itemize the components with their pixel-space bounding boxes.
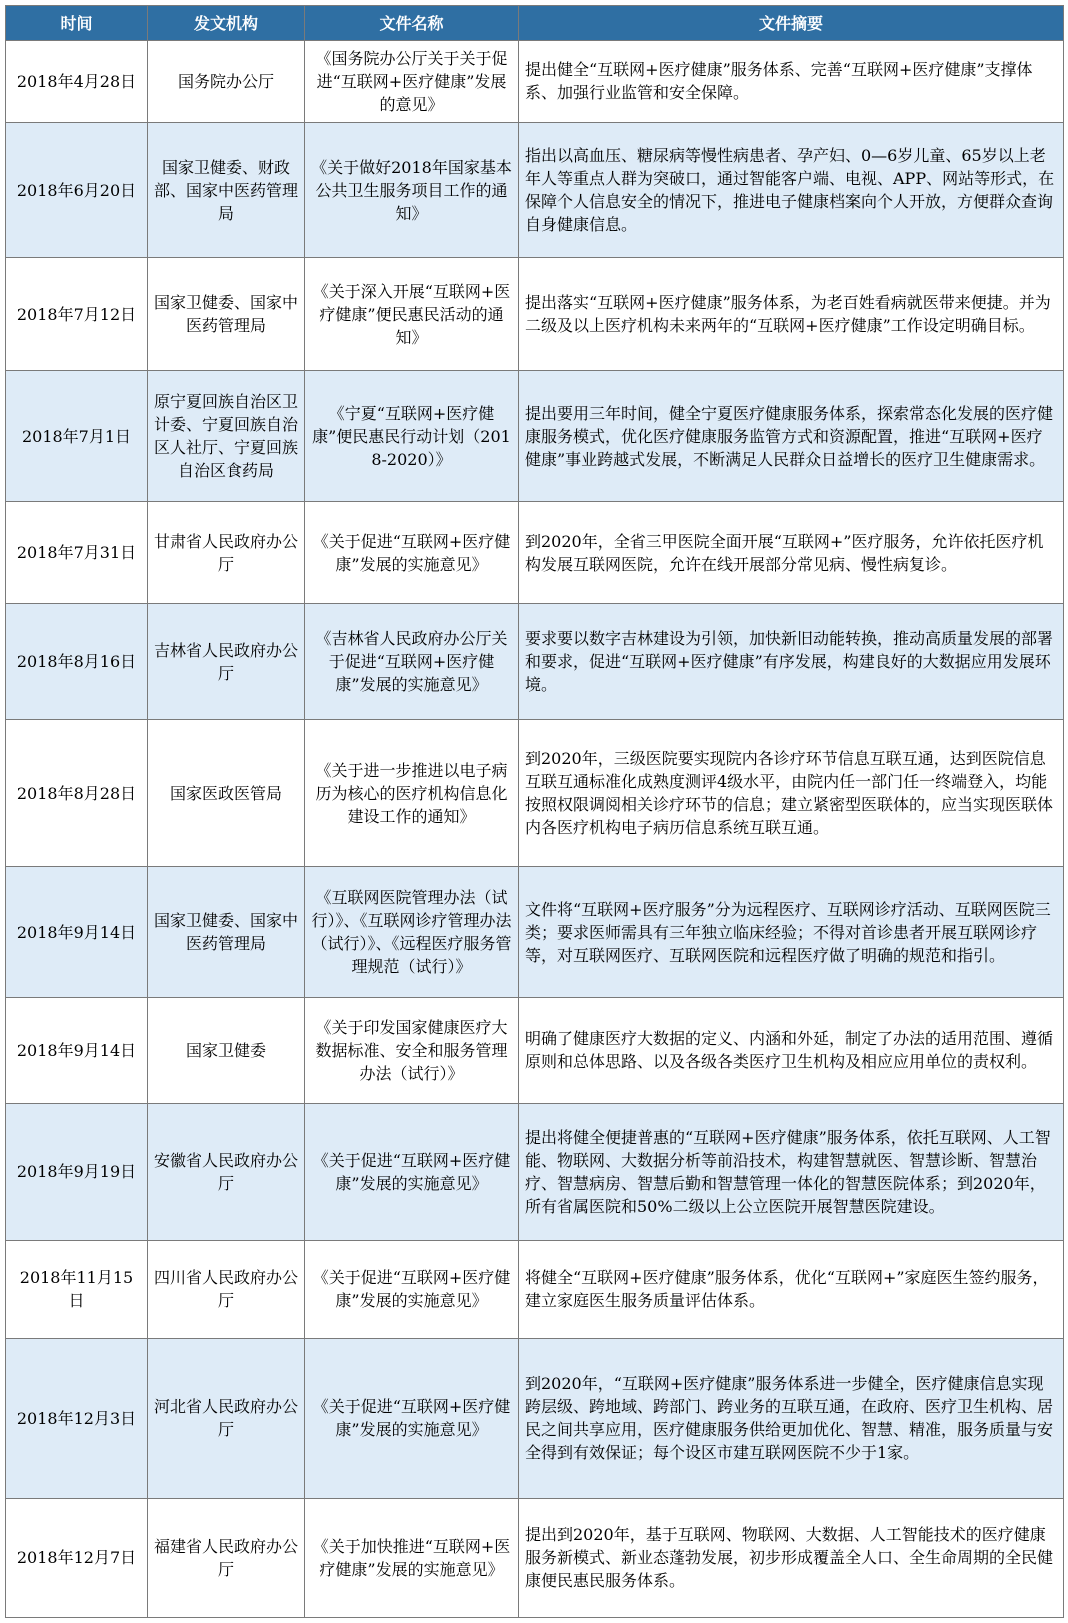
table-row [6, 604, 1064, 719]
cell-date: 2018年8月16日 [6, 604, 148, 719]
cell-summary: 到2020年，三级医院要实现院内各诊疗环节信息互联互通，达到医院信息互联互通标准化成熟度测评4级水平，由院内任一部门任一终端登入，均能按照权限调阅相关诊疗环节的信息；建立紧密型医联体的，应当实现医联体内各医疗机构电子病历信息系统互联互通。 [519, 719, 1064, 867]
table-row [6, 122, 1064, 258]
cell-summary: 提出将健全便捷普惠的“互联网+医疗健康”服务体系，依托互联网、人工智能、物联网、大数据分析等前沿技术，构建智慧就医、智慧诊断、智慧治疗、智慧病房、智慧后勤和智慧管理一体化的智慧医院体系；到2020年，所有省属医院和50%二级以上公立医院开展智慧医院建设。 [519, 1104, 1064, 1241]
cell-doc: 《关于促进“互联网+医疗健康”发展的实施意见》 [305, 1240, 519, 1338]
table-row [6, 1240, 1064, 1338]
table-row [6, 1338, 1064, 1498]
cell-doc: 《关于加快推进“互联网+医疗健康”发展的实施意见》 [305, 1498, 519, 1617]
cell-org: 安徽省人民政府办公厅 [148, 1104, 305, 1241]
cell-date: 2018年6月20日 [6, 122, 148, 258]
cell-org: 国家卫健委、财政部、国家中医药管理局 [148, 122, 305, 258]
cell-org: 甘肃省人民政府办公厅 [148, 502, 305, 604]
cell-org: 四川省人民政府办公厅 [148, 1240, 305, 1338]
cell-date: 2018年12月7日 [6, 1498, 148, 1617]
cell-summary: 提出健全“互联网+医疗健康”服务体系、完善“互联网+医疗健康”支撑体系、加强行业监管和安全保障。 [519, 41, 1064, 123]
cell-doc: 《国务院办公厅关于关于促进“互联网+医疗健康”发展的意见》 [305, 41, 519, 123]
cell-doc: 《关于进一步推进以电子病历为核心的医疗机构信息化建设工作的通知》 [305, 719, 519, 867]
cell-date: 2018年7月12日 [6, 258, 148, 370]
cell-date: 2018年9月19日 [6, 1104, 148, 1241]
table-row [6, 41, 1064, 123]
header-row [6, 6, 1064, 41]
table-row [6, 258, 1064, 370]
cell-org: 吉林省人民政府办公厅 [148, 604, 305, 719]
cell-org: 福建省人民政府办公厅 [148, 1498, 305, 1617]
cell-summary: 提出到2020年，基于互联网、物联网、大数据、人工智能技术的医疗健康服务新模式、新业态蓬勃发展，初步形成覆盖全人口、全生命周期的全民健康便民惠民服务体系。 [519, 1498, 1064, 1617]
cell-date: 2018年7月31日 [6, 502, 148, 604]
cell-date: 2018年4月28日 [6, 41, 148, 123]
table-row [6, 1498, 1064, 1617]
table-row [6, 502, 1064, 604]
cell-date: 2018年9月14日 [6, 997, 148, 1103]
cell-doc: 《关于促进“互联网+医疗健康”发展的实施意见》 [305, 502, 519, 604]
table-row [6, 1104, 1064, 1241]
cell-date: 2018年7月1日 [6, 370, 148, 502]
cell-doc: 《互联网医院管理办法（试行）》、《互联网诊疗管理办法（试行）》、《远程医疗服务管理规范（试行）》 [305, 867, 519, 997]
cell-summary: 提出落实“互联网+医疗健康”服务体系，为老百姓看病就医带来便捷。并为二级及以上医疗机构未来两年的“互联网+医疗健康”工作设定明确目标。 [519, 258, 1064, 370]
cell-doc: 《关于深入开展“互联网+医疗健康”便民惠民活动的通知》 [305, 258, 519, 370]
cell-summary: 明确了健康医疗大数据的定义、内涵和外延，制定了办法的适用范围、遵循原则和总体思路、以及各级各类医疗卫生机构及相应应用单位的责权利。 [519, 997, 1064, 1103]
cell-org: 国家医政医管局 [148, 719, 305, 867]
cell-doc: 《关于促进“互联网+医疗健康”发展的实施意见》 [305, 1104, 519, 1241]
cell-summary: 要求要以数字吉林建设为引领，加快新旧动能转换，推动高质量发展的部署和要求，促进“互联网+医疗健康”有序发展，构建良好的大数据应用发展环境。 [519, 604, 1064, 719]
cell-summary: 到2020年，“互联网+医疗健康”服务体系进一步健全，医疗健康信息实现跨层级、跨地域、跨部门、跨业务的互联互通，在政府、医疗卫生机构、居民之间共享应用，医疗健康服务供给更加优化、智慧、精准，服务质量与安全得到有效保证；每个设区市建互联网医院不少于1家。 [519, 1338, 1064, 1498]
cell-org: 国家卫健委 [148, 997, 305, 1103]
cell-org: 国务院办公厅 [148, 41, 305, 123]
cell-date: 2018年9月14日 [6, 867, 148, 997]
cell-doc: 《关于印发国家健康医疗大数据标准、安全和服务管理办法（试行）》 [305, 997, 519, 1103]
cell-summary: 指出以高血压、糖尿病等慢性病患者、孕产妇、0—6岁儿童、65岁以上老年人等重点人群为突破口，通过智能客户端、电视、APP、网站等形式，在保障个人信息安全的情况下，推进电子健康档案向个人开放，方便群众查询自身健康信息。 [519, 122, 1064, 258]
table-row [6, 867, 1064, 997]
cell-summary: 提出要用三年时间，健全宁夏医疗健康服务体系，探索常态化发展的医疗健康服务模式，优化医疗健康服务监管方式和资源配置，推进“互联网+医疗健康”事业跨越式发展，不断满足人民群众日益增长的医疗卫生健康需求。 [519, 370, 1064, 502]
header-doc: 文件名称 [305, 6, 519, 41]
cell-doc: 《吉林省人民政府办公厅关于促进“互联网+医疗健康”发展的实施意见》 [305, 604, 519, 719]
cell-date: 2018年11月15日 [6, 1240, 148, 1338]
cell-org: 原宁夏回族自治区卫计委、宁夏回族自治区人社厅、宁夏回族自治区食药局 [148, 370, 305, 502]
header-summary: 文件摘要 [519, 6, 1064, 41]
cell-date: 2018年12月3日 [6, 1338, 148, 1498]
cell-doc: 《宁夏“互联网+医疗健康”便民惠民行动计划（2018-2020）》 [305, 370, 519, 502]
cell-summary: 将健全“互联网+医疗健康”服务体系，优化“互联网+”家庭医生签约服务，建立家庭医生服务质量评估体系。 [519, 1240, 1064, 1338]
cell-org: 国家卫健委、国家中医药管理局 [148, 258, 305, 370]
cell-date: 2018年8月28日 [6, 719, 148, 867]
cell-doc: 《关于做好2018年国家基本公共卫生服务项目工作的通知》 [305, 122, 519, 258]
header-time: 时间 [6, 6, 148, 41]
policy-table [5, 5, 1064, 1618]
cell-doc: 《关于促进“互联网+医疗健康”发展的实施意见》 [305, 1338, 519, 1498]
cell-summary: 文件将“互联网+医疗服务”分为远程医疗、互联网诊疗活动、互联网医院三类；要求医师需具有三年独立临床经验；不得对首诊患者开展互联网诊疗等，对互联网医疗、互联网医院和远程医疗做了明确的规范和指引。 [519, 867, 1064, 997]
table-row [6, 997, 1064, 1103]
header-org: 发文机构 [148, 6, 305, 41]
cell-summary: 到2020年，全省三甲医院全面开展“互联网+”医疗服务，允许依托医疗机构发展互联网医院，允许在线开展部分常见病、慢性病复诊。 [519, 502, 1064, 604]
table-row [6, 719, 1064, 867]
cell-org: 国家卫健委、国家中医药管理局 [148, 867, 305, 997]
table-row [6, 370, 1064, 502]
cell-org: 河北省人民政府办公厅 [148, 1338, 305, 1498]
